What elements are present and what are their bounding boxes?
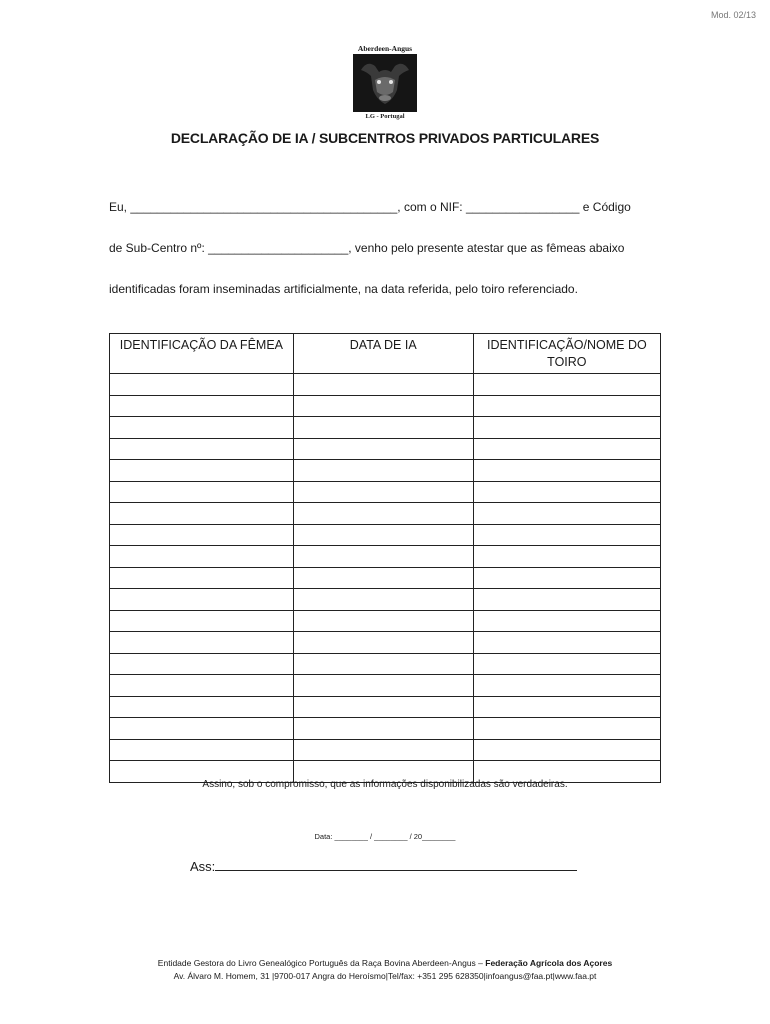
table-row [110,632,661,654]
table-row [110,417,661,439]
bull-id-cell[interactable] [473,524,660,546]
aberdeen-angus-logo [351,44,419,126]
declaration-text-2: de Sub-Centro nº: _____________________, venho pelo presente atestar que as fêmeas abaixo [109,241,625,255]
declaration-text-1: Eu, ________________________________________, com o NIF: _________________ e Código [109,200,631,214]
female-id-cell[interactable] [110,524,294,546]
bull-id-cell[interactable] [473,567,660,589]
ia-date-cell[interactable] [293,632,473,654]
female-id-cell[interactable] [110,610,294,632]
header-ia-date: DATA DE IA [293,334,473,374]
ia-date-cell[interactable] [293,460,473,482]
ia-date-cell[interactable] [293,610,473,632]
table-row [110,374,661,396]
bull-id-cell[interactable] [473,438,660,460]
table-row [110,653,661,675]
footer [0,957,770,983]
commitment-statement: Assino, sob o compromisso, que as informações disponibilizadas são verdadeiras. [202,779,568,790]
table-row [110,739,661,761]
bull-id-cell[interactable] [473,460,660,482]
insemination-table [109,333,661,783]
bull-id-cell[interactable] [473,589,660,611]
ia-date-cell[interactable] [293,589,473,611]
ia-date-cell[interactable] [293,675,473,697]
ia-date-cell[interactable] [293,718,473,740]
bull-id-cell[interactable] [473,374,660,396]
ia-date-cell[interactable] [293,481,473,503]
footer-address: Av. Álvaro M. Homem, 31 |9700-017 Angra do Heroísmo|Tel/fax: +351 295 628350|infoangus@faa.pt|www.faa.pt [173,971,597,981]
ia-date-cell[interactable] [293,567,473,589]
female-id-cell[interactable] [110,632,294,654]
bull-head-icon [353,54,417,112]
ia-date-cell[interactable] [293,395,473,417]
table-row [110,696,661,718]
ia-date-cell[interactable] [293,503,473,525]
bull-id-cell[interactable] [473,675,660,697]
logo-bottom-text: LG - Portugal [365,113,405,120]
table-row [110,567,661,589]
bull-id-cell[interactable] [473,696,660,718]
female-id-cell[interactable] [110,395,294,417]
table-body [110,374,661,783]
bull-id-cell[interactable] [473,417,660,439]
page-title: DECLARAÇÃO DE IA / SUBCENTROS PRIVADOS PARTICULARES [170,130,600,146]
table-row [110,481,661,503]
ia-date-cell[interactable] [293,438,473,460]
logo-top-text: Aberdeen-Angus [357,44,413,53]
female-id-cell[interactable] [110,589,294,611]
female-id-cell[interactable] [110,546,294,568]
table-row [110,610,661,632]
female-id-cell[interactable] [110,567,294,589]
female-id-cell[interactable] [110,503,294,525]
ia-date-cell[interactable] [293,739,473,761]
bull-id-cell[interactable] [473,395,660,417]
footer-line-1 [0,957,770,970]
ia-date-cell[interactable] [293,524,473,546]
table-row [110,546,661,568]
bull-id-cell[interactable] [473,739,660,761]
table-row [110,395,661,417]
female-id-cell[interactable] [110,438,294,460]
ia-date-cell[interactable] [293,696,473,718]
header-bull-id: IDENTIFICAÇÃO/NOME DO TOIRO [473,334,660,374]
ia-date-cell[interactable] [293,653,473,675]
signature-field [190,856,577,874]
header-female-id: IDENTIFICAÇÃO DA FÊMEA [110,334,294,374]
bull-id-cell[interactable] [473,632,660,654]
table-row [110,589,661,611]
bull-id-cell[interactable] [473,546,660,568]
bull-id-cell[interactable] [473,718,660,740]
declaration-line-2 [109,241,661,255]
table-row [110,524,661,546]
footer-federation-name: Federação Agrícola dos Açores [485,958,613,968]
ia-date-cell[interactable] [293,546,473,568]
female-id-cell[interactable] [110,675,294,697]
declaration-line-1 [109,200,661,214]
footer-entity-text: Entidade Gestora do Livro Genealógico Português da Raça Bovina Aberdeen-Angus – [157,958,486,968]
form-code: Mod. 02/13 [710,10,756,20]
signature-line[interactable] [215,856,577,871]
ia-date-cell[interactable] [293,374,473,396]
date-line: Data: ________ / ________ / 20________ [314,832,456,841]
bull-id-cell[interactable] [473,503,660,525]
table-header-row [110,334,661,374]
table-row [110,503,661,525]
female-id-cell[interactable] [110,417,294,439]
declaration-text-3: identificadas foram inseminadas artificialmente, na data referida, pelo toiro referenciado. [109,282,578,296]
female-id-cell[interactable] [110,374,294,396]
ia-date-cell[interactable] [293,417,473,439]
table-row [110,438,661,460]
signature-label: Ass: [190,859,216,874]
bull-id-cell[interactable] [473,653,660,675]
female-id-cell[interactable] [110,481,294,503]
table-row [110,675,661,697]
table-row [110,460,661,482]
bull-id-cell[interactable] [473,481,660,503]
declaration-line-3 [109,282,661,296]
female-id-cell[interactable] [110,739,294,761]
female-id-cell[interactable] [110,460,294,482]
table-row [110,718,661,740]
bull-id-cell[interactable] [473,610,660,632]
female-id-cell[interactable] [110,696,294,718]
female-id-cell[interactable] [110,718,294,740]
female-id-cell[interactable] [110,653,294,675]
